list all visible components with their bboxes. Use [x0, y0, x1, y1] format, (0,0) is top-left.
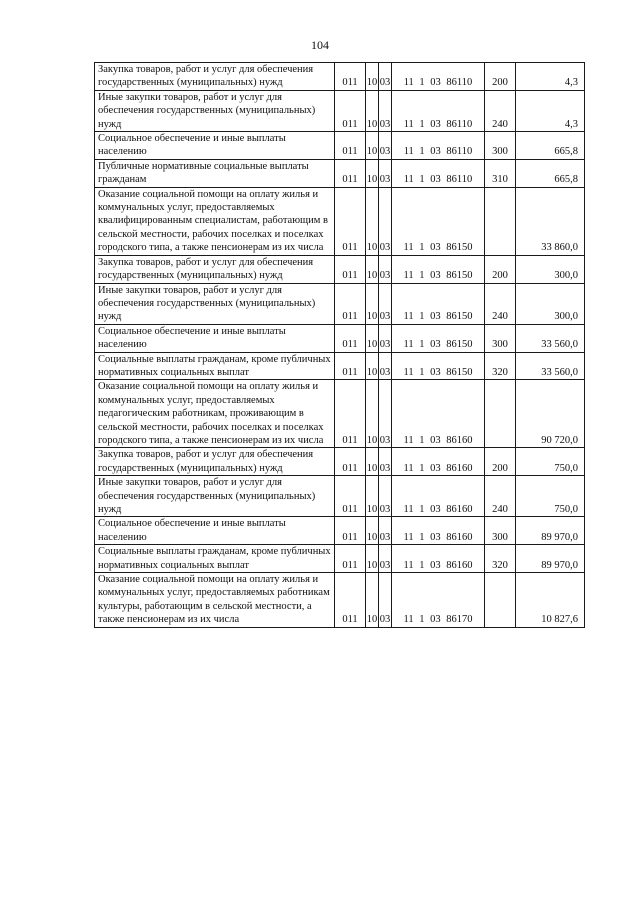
row-target-article-cell: 11 1 03 86170 — [392, 573, 485, 628]
table-row — [95, 132, 585, 160]
row-grbs-cell: 011 — [335, 90, 366, 131]
row-subsection-cell: 03 — [379, 573, 392, 628]
table-row — [95, 380, 585, 448]
page-number: 104 — [311, 38, 329, 52]
row-grbs-cell: 011 — [335, 545, 366, 573]
row-amount-cell: 665,8 — [516, 132, 585, 160]
row-name-cell: Публичные нормативные социальные выплаты гражданам — [95, 159, 335, 187]
row-name-cell: Закупка товаров, работ и услуг для обеспечения государственных (муниципальных) нужд — [95, 255, 335, 283]
row-amount-cell: 750,0 — [516, 476, 585, 517]
row-amount-cell: 4,3 — [516, 90, 585, 131]
row-grbs-cell: 011 — [335, 448, 366, 476]
row-subsection-cell: 03 — [379, 159, 392, 187]
row-expense-type-cell: 200 — [485, 255, 516, 283]
row-expense-type-cell: 240 — [485, 283, 516, 324]
row-subsection-cell: 03 — [379, 324, 392, 352]
row-section-cell: 10 — [366, 448, 379, 476]
row-target-article-cell: 11 1 03 86110 — [392, 132, 485, 160]
row-expense-type-cell — [485, 380, 516, 448]
row-name-cell: Социальное обеспечение и иные выплаты населению — [95, 132, 335, 160]
table-row — [95, 187, 585, 255]
row-grbs-cell: 011 — [335, 63, 366, 91]
row-target-article-cell: 11 1 03 86160 — [392, 517, 485, 545]
row-section-cell: 10 — [366, 324, 379, 352]
row-subsection-cell: 03 — [379, 476, 392, 517]
row-target-article-cell: 11 1 03 86150 — [392, 352, 485, 380]
table-row — [95, 573, 585, 628]
row-grbs-cell: 011 — [335, 380, 366, 448]
row-subsection-cell: 03 — [379, 63, 392, 91]
row-amount-cell: 89 970,0 — [516, 545, 585, 573]
row-expense-type-cell: 240 — [485, 90, 516, 131]
row-section-cell: 10 — [366, 573, 379, 628]
table-row — [95, 545, 585, 573]
row-name-cell: Социальное обеспечение и иные выплаты населению — [95, 324, 335, 352]
row-subsection-cell: 03 — [379, 255, 392, 283]
row-amount-cell: 300,0 — [516, 283, 585, 324]
budget-table — [94, 62, 585, 628]
row-expense-type-cell: 320 — [485, 545, 516, 573]
row-subsection-cell: 03 — [379, 517, 392, 545]
row-grbs-cell: 011 — [335, 159, 366, 187]
row-name-cell: Иные закупки товаров, работ и услуг для обеспечения государственных (муниципальных) нужд — [95, 90, 335, 131]
row-name-cell: Оказание социальной помощи на оплату жилья и коммунальных услуг, предоставляемых работникам культуры, работающим в сельской местности, а также пенсионерам из их числа — [95, 573, 335, 628]
row-amount-cell: 10 827,6 — [516, 573, 585, 628]
table-row — [95, 63, 585, 91]
row-target-article-cell: 11 1 03 86150 — [392, 187, 485, 255]
table-row — [95, 517, 585, 545]
row-target-article-cell: 11 1 03 86160 — [392, 448, 485, 476]
row-subsection-cell: 03 — [379, 132, 392, 160]
row-section-cell: 10 — [366, 132, 379, 160]
row-target-article-cell: 11 1 03 86110 — [392, 90, 485, 131]
row-amount-cell: 750,0 — [516, 448, 585, 476]
row-target-article-cell: 11 1 03 86150 — [392, 324, 485, 352]
row-name-cell: Оказание социальной помощи на оплату жилья и коммунальных услуг, предоставляемых квалифицированным специалистам, работающим в сельской местности, рабочих поселках и поселках городского типа, а также пенсионерам из их числа — [95, 187, 335, 255]
row-expense-type-cell: 300 — [485, 132, 516, 160]
row-subsection-cell: 03 — [379, 187, 392, 255]
row-name-cell: Закупка товаров, работ и услуг для обеспечения государственных (муниципальных) нужд — [95, 448, 335, 476]
row-target-article-cell: 11 1 03 86150 — [392, 283, 485, 324]
row-grbs-cell: 011 — [335, 352, 366, 380]
row-target-article-cell: 11 1 03 86160 — [392, 476, 485, 517]
row-section-cell: 10 — [366, 476, 379, 517]
row-name-cell: Социальное обеспечение и иные выплаты населению — [95, 517, 335, 545]
row-section-cell: 10 — [366, 380, 379, 448]
row-section-cell: 10 — [366, 517, 379, 545]
table-row — [95, 255, 585, 283]
row-name-cell: Оказание социальной помощи на оплату жилья и коммунальных услуг, предоставляемых педагогическим работникам, проживающим в сельской местности, рабочих поселках и поселках городского типа, а также пенсионерам из их числа — [95, 380, 335, 448]
row-name-cell: Социальные выплаты гражданам, кроме публичных нормативных социальных выплат — [95, 352, 335, 380]
row-expense-type-cell: 240 — [485, 476, 516, 517]
row-subsection-cell: 03 — [379, 283, 392, 324]
row-expense-type-cell: 200 — [485, 448, 516, 476]
row-subsection-cell: 03 — [379, 90, 392, 131]
row-expense-type-cell — [485, 187, 516, 255]
row-expense-type-cell: 300 — [485, 517, 516, 545]
row-grbs-cell: 011 — [335, 476, 366, 517]
row-amount-cell: 33 560,0 — [516, 324, 585, 352]
row-amount-cell: 33 860,0 — [516, 187, 585, 255]
table-row — [95, 352, 585, 380]
row-amount-cell: 33 560,0 — [516, 352, 585, 380]
row-section-cell: 10 — [366, 159, 379, 187]
row-grbs-cell: 011 — [335, 187, 366, 255]
row-name-cell: Социальные выплаты гражданам, кроме публичных нормативных социальных выплат — [95, 545, 335, 573]
table-row — [95, 283, 585, 324]
table-row — [95, 324, 585, 352]
row-name-cell: Закупка товаров, работ и услуг для обеспечения государственных (муниципальных) нужд — [95, 63, 335, 91]
row-grbs-cell: 011 — [335, 255, 366, 283]
row-target-article-cell: 11 1 03 86110 — [392, 63, 485, 91]
row-grbs-cell: 011 — [335, 573, 366, 628]
row-target-article-cell: 11 1 03 86110 — [392, 159, 485, 187]
row-section-cell: 10 — [366, 255, 379, 283]
row-target-article-cell: 11 1 03 86150 — [392, 255, 485, 283]
row-subsection-cell: 03 — [379, 545, 392, 573]
row-name-cell: Иные закупки товаров, работ и услуг для обеспечения государственных (муниципальных) нужд — [95, 283, 335, 324]
row-grbs-cell: 011 — [335, 132, 366, 160]
row-target-article-cell: 11 1 03 86160 — [392, 380, 485, 448]
row-expense-type-cell: 300 — [485, 324, 516, 352]
row-section-cell: 10 — [366, 187, 379, 255]
row-amount-cell: 89 970,0 — [516, 517, 585, 545]
row-expense-type-cell — [485, 573, 516, 628]
table-row — [95, 448, 585, 476]
row-section-cell: 10 — [366, 283, 379, 324]
row-subsection-cell: 03 — [379, 448, 392, 476]
row-target-article-cell: 11 1 03 86160 — [392, 545, 485, 573]
row-subsection-cell: 03 — [379, 352, 392, 380]
row-expense-type-cell: 310 — [485, 159, 516, 187]
row-amount-cell: 4,3 — [516, 63, 585, 91]
row-name-cell: Иные закупки товаров, работ и услуг для обеспечения государственных (муниципальных) нужд — [95, 476, 335, 517]
row-grbs-cell: 011 — [335, 517, 366, 545]
budget-table-body — [95, 63, 585, 628]
row-grbs-cell: 011 — [335, 324, 366, 352]
row-grbs-cell: 011 — [335, 283, 366, 324]
row-amount-cell: 300,0 — [516, 255, 585, 283]
table-row — [95, 90, 585, 131]
table-row — [95, 159, 585, 187]
row-section-cell: 10 — [366, 63, 379, 91]
row-section-cell: 10 — [366, 352, 379, 380]
row-expense-type-cell: 320 — [485, 352, 516, 380]
row-expense-type-cell: 200 — [485, 63, 516, 91]
row-amount-cell: 90 720,0 — [516, 380, 585, 448]
row-amount-cell: 665,8 — [516, 159, 585, 187]
row-subsection-cell: 03 — [379, 380, 392, 448]
table-row — [95, 476, 585, 517]
row-section-cell: 10 — [366, 90, 379, 131]
row-section-cell: 10 — [366, 545, 379, 573]
